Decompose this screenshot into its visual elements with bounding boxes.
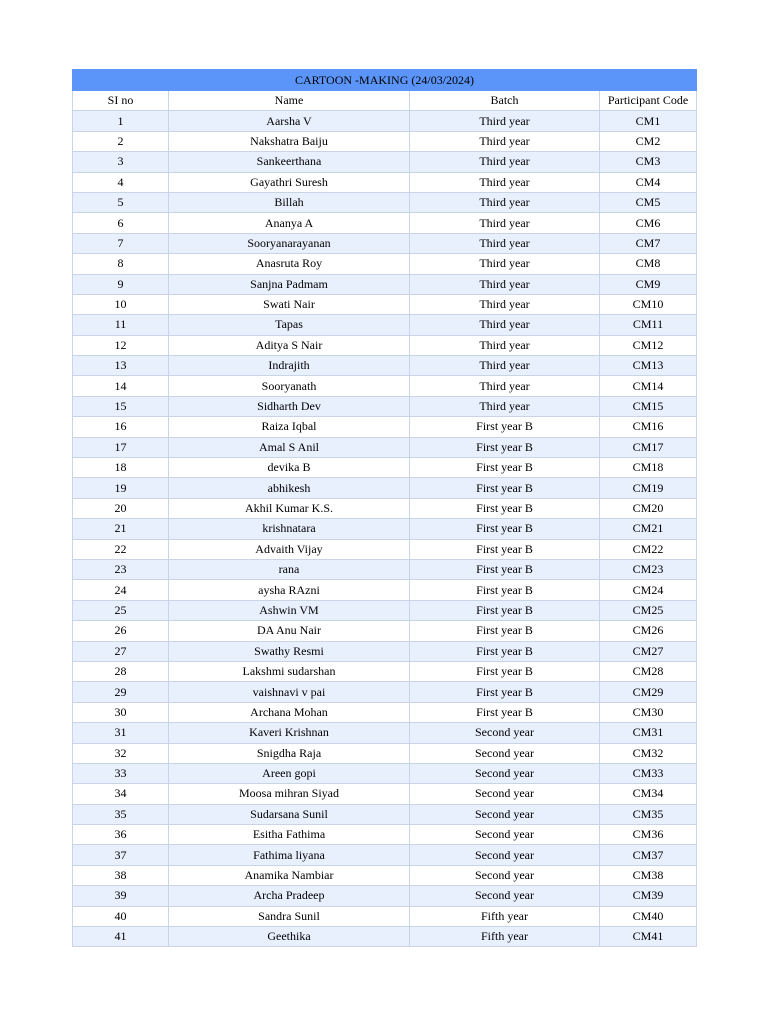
cell-si-no: 34 [73,784,169,804]
cell-participant-code: CM34 [600,784,697,804]
cell-batch: First year B [410,458,600,478]
cell-batch: First year B [410,437,600,457]
cell-si-no: 4 [73,172,169,192]
table-row [73,437,697,457]
cell-name: aysha RAzni [169,580,410,600]
cell-name: Moosa mihran Siyad [169,784,410,804]
cell-name: Areen gopi [169,763,410,783]
table-row [73,376,697,396]
cell-si-no: 41 [73,927,169,947]
cell-name: Swati Nair [169,294,410,314]
cell-participant-code: CM24 [600,580,697,600]
cell-name: Lakshmi sudarshan [169,661,410,681]
cell-si-no: 35 [73,804,169,824]
cell-name: Anasruta Roy [169,254,410,274]
table-row [73,396,697,416]
cell-participant-code: CM9 [600,274,697,294]
cell-si-no: 9 [73,274,169,294]
cell-name: Sankeerthana [169,152,410,172]
cell-name: krishnatara [169,519,410,539]
cell-batch: Fifth year [410,906,600,926]
cell-participant-code: CM32 [600,743,697,763]
cell-participant-code: CM13 [600,356,697,376]
table-row [73,111,697,131]
cell-name: Geethika [169,927,410,947]
cell-si-no: 38 [73,865,169,885]
cell-batch: First year B [410,600,600,620]
cell-si-no: 20 [73,498,169,518]
cell-batch: Third year [410,396,600,416]
column-header-name: Name [169,91,410,111]
cell-si-no: 33 [73,763,169,783]
cell-participant-code: CM1 [600,111,697,131]
cell-batch: First year B [410,661,600,681]
cell-si-no: 15 [73,396,169,416]
cell-si-no: 16 [73,417,169,437]
cell-batch: First year B [410,702,600,722]
cell-si-no: 2 [73,131,169,151]
cell-participant-code: CM40 [600,906,697,926]
cell-batch: Third year [410,356,600,376]
table-row [73,233,697,253]
cell-participant-code: CM5 [600,192,697,212]
cell-participant-code: CM35 [600,804,697,824]
table-row [73,274,697,294]
cell-participant-code: CM11 [600,315,697,335]
table-row [73,906,697,926]
cell-batch: Third year [410,315,600,335]
cell-batch: Third year [410,152,600,172]
cell-si-no: 6 [73,213,169,233]
cell-si-no: 32 [73,743,169,763]
cell-participant-code: CM29 [600,682,697,702]
cell-name: Indrajith [169,356,410,376]
cell-participant-code: CM30 [600,702,697,722]
table-row [73,743,697,763]
cell-si-no: 31 [73,723,169,743]
cell-si-no: 14 [73,376,169,396]
cell-participant-code: CM36 [600,825,697,845]
cell-batch: Third year [410,254,600,274]
table-row [73,519,697,539]
cell-participant-code: CM2 [600,131,697,151]
table-row [73,254,697,274]
cell-name: Esitha Fathima [169,825,410,845]
cell-participant-code: CM28 [600,661,697,681]
cell-batch: First year B [410,641,600,661]
cell-si-no: 8 [73,254,169,274]
table-row [73,641,697,661]
cell-participant-code: CM17 [600,437,697,457]
cell-name: Archa Pradeep [169,886,410,906]
cell-name: Nakshatra Baiju [169,131,410,151]
cell-participant-code: CM16 [600,417,697,437]
cell-participant-code: CM18 [600,458,697,478]
header-row [73,91,697,111]
table-row [73,315,697,335]
table-row [73,417,697,437]
table-body [73,111,697,947]
cell-participant-code: CM27 [600,641,697,661]
table-row [73,335,697,355]
participant-sheet [72,69,696,947]
table-row [73,763,697,783]
cell-name: Raiza Iqbal [169,417,410,437]
cell-si-no: 17 [73,437,169,457]
table-row [73,702,697,722]
cell-participant-code: CM39 [600,886,697,906]
cell-participant-code: CM21 [600,519,697,539]
cell-si-no: 39 [73,886,169,906]
table-row [73,682,697,702]
table-row [73,886,697,906]
cell-si-no: 29 [73,682,169,702]
table-row [73,356,697,376]
cell-si-no: 21 [73,519,169,539]
cell-name: Anamika Nambiar [169,865,410,885]
table-row [73,559,697,579]
cell-participant-code: CM37 [600,845,697,865]
cell-participant-code: CM14 [600,376,697,396]
cell-name: Ananya A [169,213,410,233]
cell-batch: Third year [410,274,600,294]
cell-name: Gayathri Suresh [169,172,410,192]
cell-si-no: 10 [73,294,169,314]
table-row [73,600,697,620]
cell-participant-code: CM22 [600,539,697,559]
cell-si-no: 3 [73,152,169,172]
cell-batch: Second year [410,723,600,743]
cell-si-no: 26 [73,621,169,641]
cell-batch: First year B [410,519,600,539]
cell-batch: Second year [410,865,600,885]
cell-batch: Third year [410,294,600,314]
cell-name: Archana Mohan [169,702,410,722]
cell-si-no: 25 [73,600,169,620]
cell-name: Akhil Kumar K.S. [169,498,410,518]
table-row [73,723,697,743]
cell-name: abhikesh [169,478,410,498]
cell-name: devika B [169,458,410,478]
cell-participant-code: CM10 [600,294,697,314]
cell-si-no: 5 [73,192,169,212]
table-row [73,539,697,559]
cell-batch: Second year [410,763,600,783]
cell-si-no: 24 [73,580,169,600]
cell-participant-code: CM20 [600,498,697,518]
cell-batch: First year B [410,682,600,702]
cell-si-no: 22 [73,539,169,559]
cell-participant-code: CM7 [600,233,697,253]
cell-name: Kaveri Krishnan [169,723,410,743]
cell-name: Tapas [169,315,410,335]
cell-name: Aditya S Nair [169,335,410,355]
table-row [73,172,697,192]
cell-batch: Third year [410,335,600,355]
table-row [73,865,697,885]
cell-name: Sidharth Dev [169,396,410,416]
cell-batch: Second year [410,784,600,804]
table-row [73,580,697,600]
cell-participant-code: CM19 [600,478,697,498]
cell-batch: Third year [410,192,600,212]
table-row [73,845,697,865]
cell-name: Sooryanath [169,376,410,396]
table-row [73,152,697,172]
cell-si-no: 23 [73,559,169,579]
cell-si-no: 40 [73,906,169,926]
cell-si-no: 12 [73,335,169,355]
cell-batch: First year B [410,478,600,498]
column-header-si-no: SI no [73,91,169,111]
cell-batch: Fifth year [410,927,600,947]
cell-participant-code: CM33 [600,763,697,783]
cell-participant-code: CM6 [600,213,697,233]
cell-si-no: 28 [73,661,169,681]
table-row [73,131,697,151]
cell-name: Sandra Sunil [169,906,410,926]
cell-name: Billah [169,192,410,212]
title-row [73,70,697,91]
cell-si-no: 13 [73,356,169,376]
cell-participant-code: CM26 [600,621,697,641]
cell-name: Aarsha V [169,111,410,131]
cell-batch: Third year [410,172,600,192]
table-row [73,804,697,824]
cell-batch: Second year [410,886,600,906]
table-row [73,927,697,947]
cell-si-no: 30 [73,702,169,722]
cell-batch: Second year [410,825,600,845]
table-row [73,661,697,681]
cell-name: DA Anu Nair [169,621,410,641]
cell-si-no: 11 [73,315,169,335]
cell-participant-code: CM31 [600,723,697,743]
cell-si-no: 36 [73,825,169,845]
cell-participant-code: CM12 [600,335,697,355]
table-row [73,498,697,518]
table-row [73,478,697,498]
cell-name: Fathima liyana [169,845,410,865]
cell-participant-code: CM23 [600,559,697,579]
column-header-batch: Batch [410,91,600,111]
cell-name: Sooryanarayanan [169,233,410,253]
cell-participant-code: CM25 [600,600,697,620]
participant-table [72,69,697,947]
sheet-title: CARTOON -MAKING (24/03/2024) [73,70,697,91]
cell-batch: Second year [410,743,600,763]
cell-si-no: 18 [73,458,169,478]
cell-name: vaishnavi v pai [169,682,410,702]
cell-name: Ashwin VM [169,600,410,620]
cell-si-no: 7 [73,233,169,253]
cell-participant-code: CM41 [600,927,697,947]
table-row [73,213,697,233]
cell-batch: Second year [410,845,600,865]
table-row [73,192,697,212]
cell-name: Advaith Vijay [169,539,410,559]
cell-si-no: 1 [73,111,169,131]
cell-name: Swathy Resmi [169,641,410,661]
table-row [73,621,697,641]
cell-batch: Third year [410,213,600,233]
cell-batch: Third year [410,233,600,253]
cell-si-no: 27 [73,641,169,661]
cell-si-no: 19 [73,478,169,498]
cell-name: Snigdha Raja [169,743,410,763]
column-header-participant-code: Participant Code [600,91,697,111]
cell-batch: First year B [410,580,600,600]
cell-name: Amal S Anil [169,437,410,457]
cell-batch: First year B [410,621,600,641]
cell-batch: Third year [410,131,600,151]
cell-participant-code: CM38 [600,865,697,885]
cell-participant-code: CM3 [600,152,697,172]
cell-participant-code: CM4 [600,172,697,192]
cell-batch: First year B [410,498,600,518]
cell-batch: First year B [410,539,600,559]
cell-participant-code: CM15 [600,396,697,416]
cell-batch: Third year [410,376,600,396]
cell-participant-code: CM8 [600,254,697,274]
table-row [73,784,697,804]
cell-si-no: 37 [73,845,169,865]
cell-name: Sudarsana Sunil [169,804,410,824]
cell-batch: First year B [410,559,600,579]
cell-name: rana [169,559,410,579]
table-row [73,825,697,845]
cell-batch: Second year [410,804,600,824]
cell-batch: Third year [410,111,600,131]
cell-batch: First year B [410,417,600,437]
cell-name: Sanjna Padmam [169,274,410,294]
table-row [73,458,697,478]
table-row [73,294,697,314]
